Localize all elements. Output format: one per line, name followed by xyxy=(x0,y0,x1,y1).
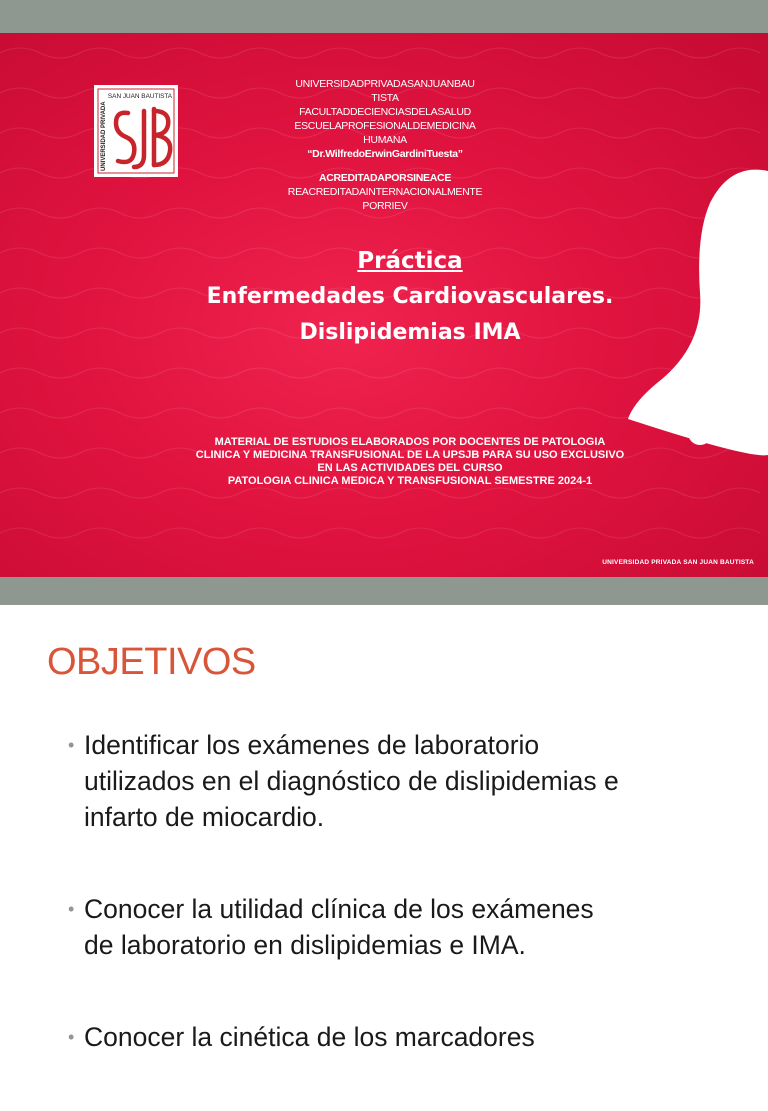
objective-line: de laboratorio en dislipidemias e IMA. xyxy=(84,930,526,960)
objective-line: Conocer la utilidad clínica de los exámenes xyxy=(84,894,594,924)
title-line-1: Enfermedades Cardiovasculares. xyxy=(206,284,614,309)
bell-graphic xyxy=(600,143,768,473)
material-notice xyxy=(150,436,670,488)
objective-item xyxy=(68,1019,718,1055)
objective-line: Identificar los exámenes de laboratorio xyxy=(84,730,540,760)
objectives-slide xyxy=(0,605,768,1052)
slide-separator-bar xyxy=(0,577,768,605)
title-line-2: Dislipidemias IMA xyxy=(299,320,521,345)
slide-title xyxy=(150,243,670,351)
objective-line: Conocer la cinética de los marcadores xyxy=(84,1022,535,1052)
objectives-title: OBJETIVOS xyxy=(47,641,256,683)
material-line: PATOLOGIA CLINICA MEDICA Y TRANSFUSIONAL SEMESTRE 2024-1 xyxy=(227,475,593,487)
sjb-logo xyxy=(94,85,178,177)
material-line: CLINICA Y MEDICINA TRANSFUSIONAL DE LA UPSJB PARA SU USO EXCLUSIVO xyxy=(195,449,625,461)
accreditation-line: ACREDITADAPORSINEACE xyxy=(318,172,452,184)
university-header xyxy=(270,77,500,213)
sjb-logo-graphic xyxy=(94,85,178,177)
footer-brand: UNIVERSIDAD PRIVADA SAN JUAN BAUTISTA xyxy=(602,559,754,566)
top-frame-bar xyxy=(0,0,768,33)
objective-line: utilizados en el diagnóstico de dislipidemias e xyxy=(84,766,619,796)
svg-text:SAN JUAN BAUTISTA: SAN JUAN BAUTISTA xyxy=(107,93,173,100)
university-name-line: UNIVERSIDADPRIVADASANJUANBAU xyxy=(295,78,475,90)
university-name-line: TISTA xyxy=(371,92,399,104)
reaccreditation-line: REACREDITADAINTERNACIONALMENTE xyxy=(287,186,483,198)
objectives-list xyxy=(68,727,718,1111)
title-slide xyxy=(0,33,768,577)
bullet-icon: • xyxy=(68,735,75,755)
title-label: Práctica xyxy=(357,248,463,274)
objective-line: infarto de miocardio. xyxy=(84,802,325,832)
school-honoree: “Dr.WilfredoErwinGardiniTuesta” xyxy=(307,148,463,160)
school-line: ESCUELAPROFESIONALDEMEDICINA xyxy=(294,120,476,132)
material-line: EN LAS ACTIVIDADES DEL CURSO xyxy=(317,462,503,474)
svg-text:UNIVERSIDAD PRIVADA: UNIVERSIDAD PRIVADA xyxy=(101,101,107,171)
objective-item xyxy=(68,891,718,963)
bullet-icon: • xyxy=(68,1027,75,1047)
objective-item xyxy=(68,727,718,835)
bullet-icon: • xyxy=(68,899,75,919)
material-line: MATERIAL DE ESTUDIOS ELABORADOS POR DOCENTES DE PATOLOGIA xyxy=(214,436,606,448)
faculty-line: FACULTADDECIENCIASDELASALUD xyxy=(299,106,471,118)
school-line: HUMANA xyxy=(363,134,407,146)
reaccreditation-line: PORRIEV xyxy=(362,200,408,212)
